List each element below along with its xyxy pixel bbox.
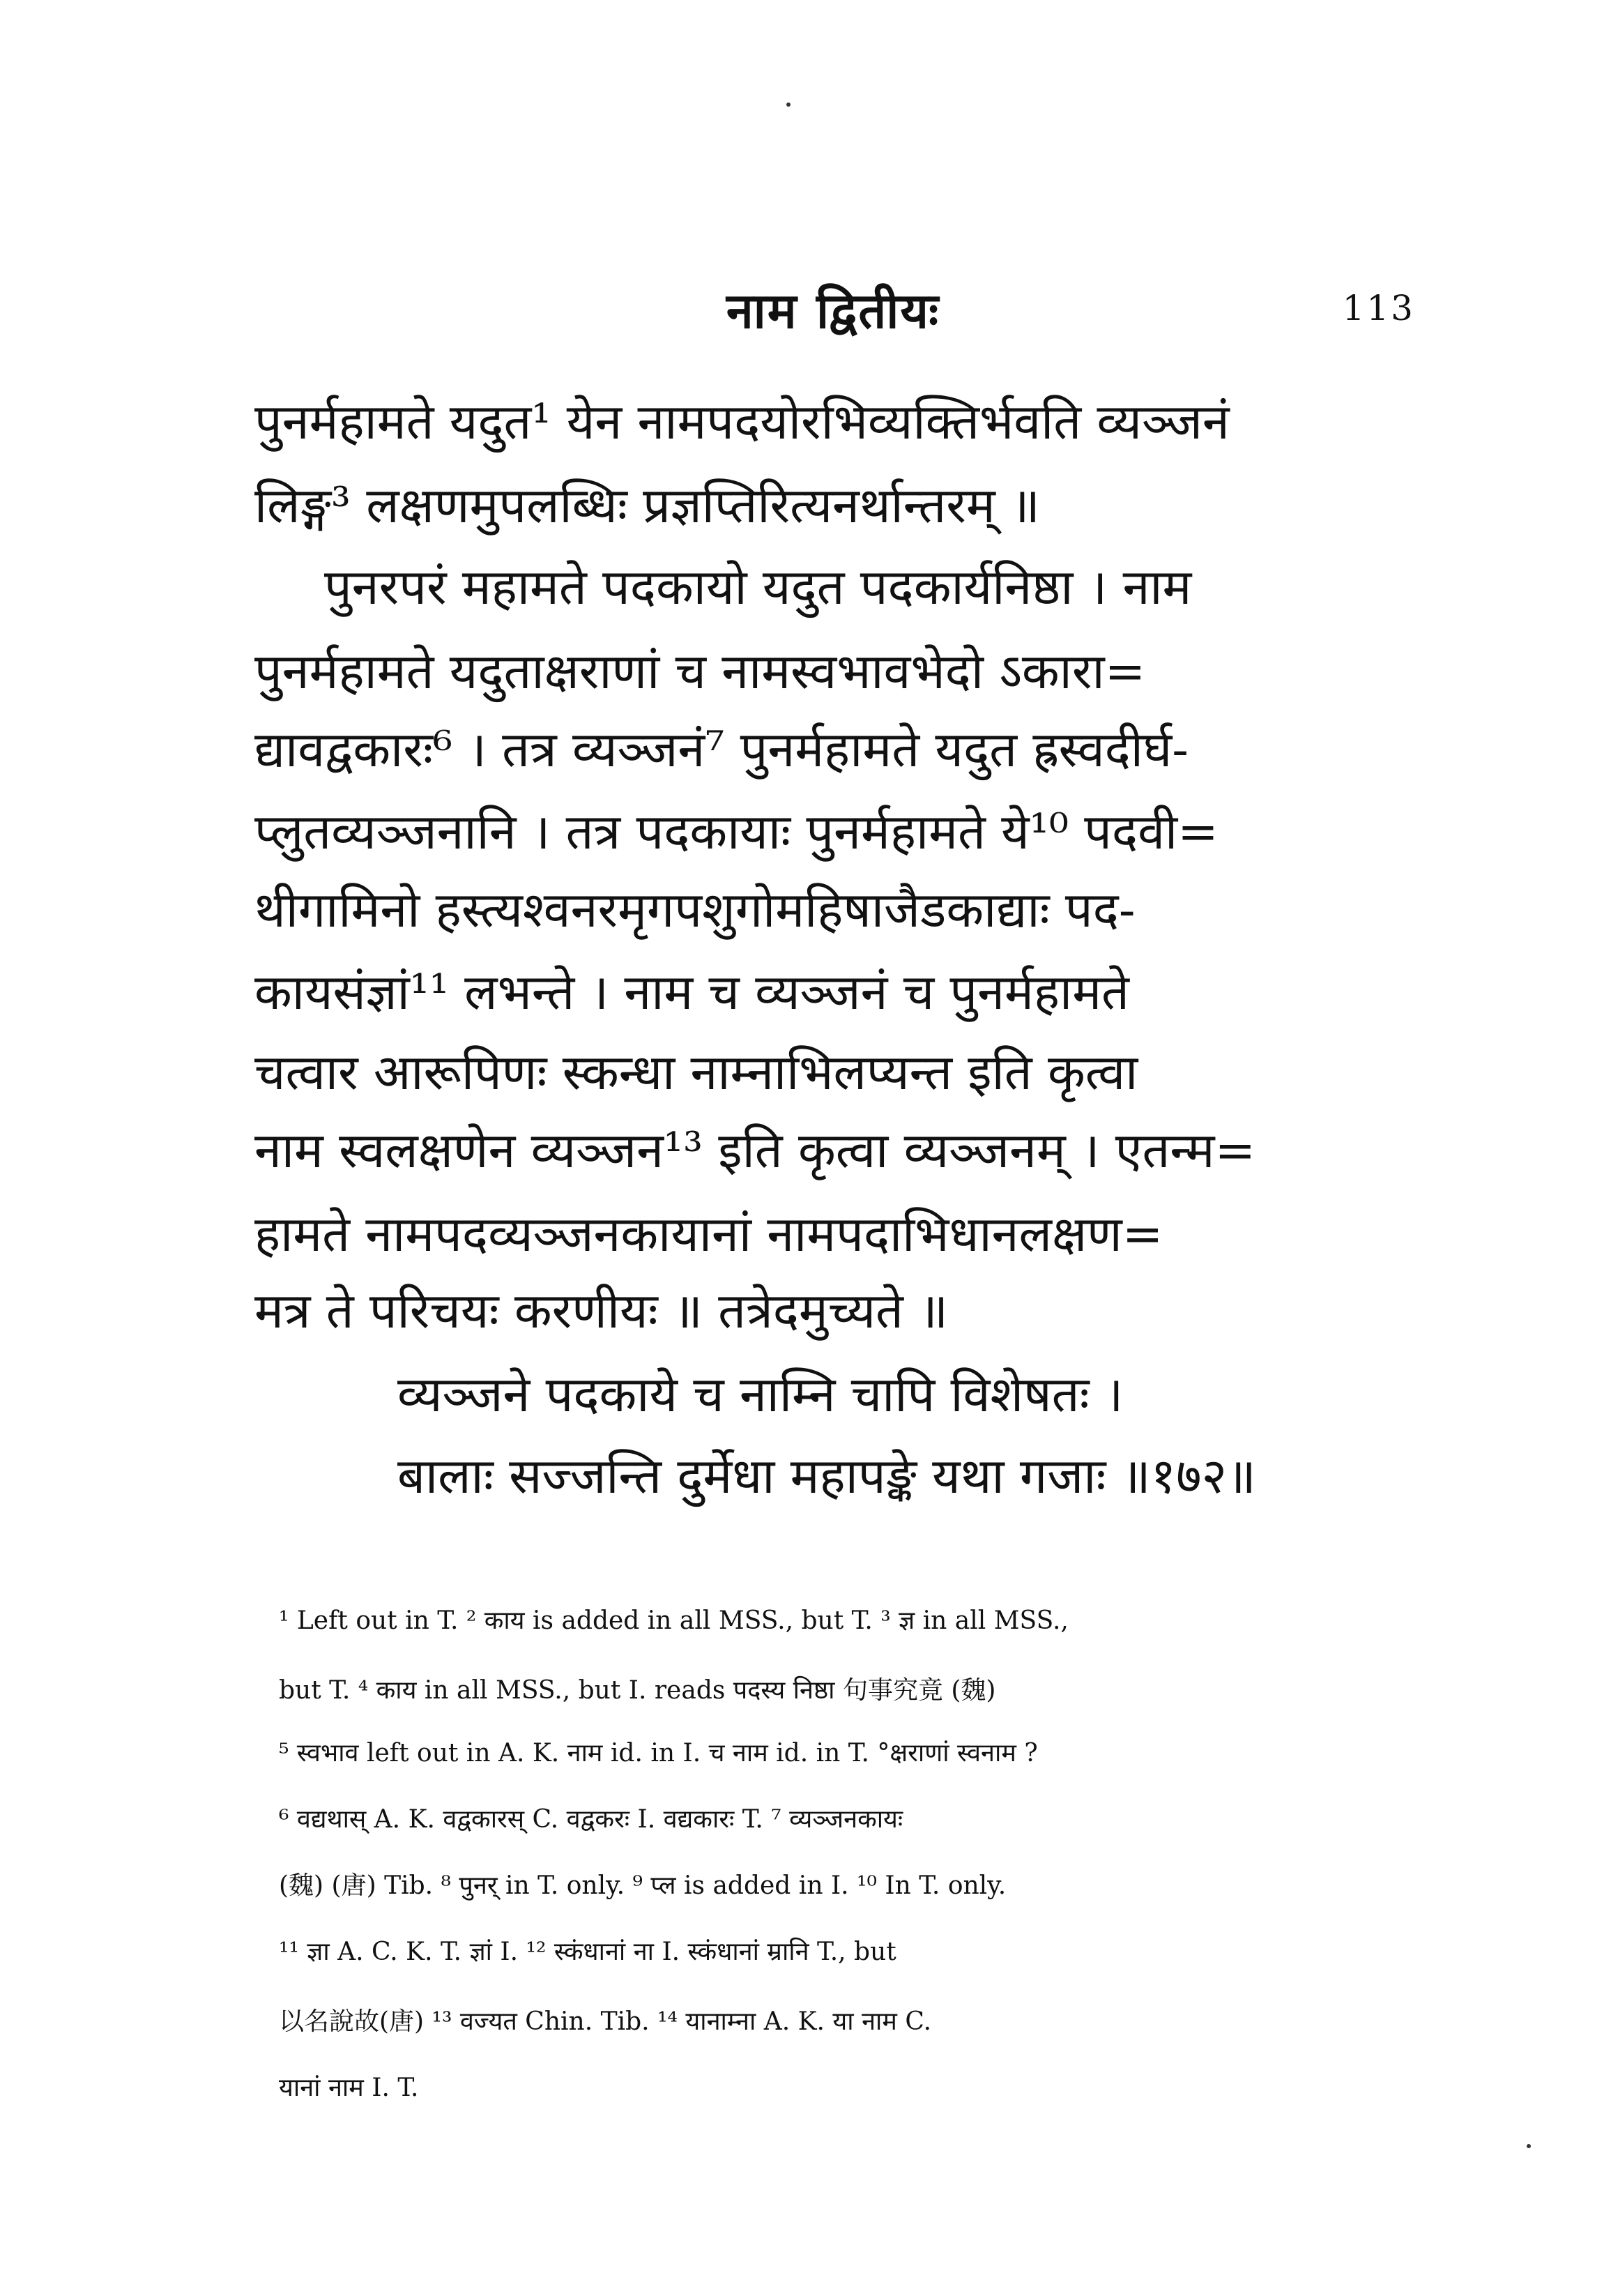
- ink-speck: [786, 102, 791, 107]
- footnote-line: ⁵ स्वभाव left out in A. K. नाम id. in I. च नाम id. in T. °क्षराणां स्वनाम ?: [279, 1739, 1038, 1767]
- text-line: पुनर्महामते यदुत¹ येन नामपदयोरभिव्यक्तिर्भवति व्यञ्जनं: [254, 393, 1230, 450]
- verse-line: बालाः सज्जन्ति दुर्मेधा महापङ्के यथा गजाः ॥१७२॥: [397, 1447, 1256, 1505]
- text-line: चत्वार आरूपिणः स्कन्धा नाम्नाभिलप्यन्त इति कृत्वा: [254, 1044, 1138, 1101]
- footnote-line: ¹ Left out in T. ² काय is added in all MSS., but T. ³ ज्ञ in all MSS.,: [279, 1606, 1069, 1635]
- text-line: थीगामिनो हस्त्यश्वनरमृगपशुगोमहिषाजैडकाद्याः पद-: [254, 881, 1136, 938]
- text-line: पुनर्महामते यदुताक्षराणां च नामस्वभावभेदो ऽकारा=: [254, 643, 1146, 700]
- text-line: लिङ्ग³ लक्षणमुपलब्धिः प्रज्ञप्तिरित्यनर्थान्तरम् ॥: [254, 477, 1040, 534]
- footnote-line: यानां नाम I. T.: [279, 2074, 419, 2102]
- text-line: कायसंज्ञां¹¹ लभन्ते । नाम च व्यञ्जनं च पुनर्महामते: [254, 964, 1129, 1021]
- text-line: पुनरपरं महामते पदकायो यदुत पदकार्यनिष्ठा । नाम: [324, 558, 1192, 616]
- footnote-line: (魏) (唐) Tib. ⁸ पुनर् in T. only. ⁹ प्ल is added in I. ¹⁰ In T. only.: [279, 1871, 1007, 1900]
- footnote-line: 以名說故(唐) ¹³ वज्यत Chin. Tib. ¹⁴ यानाम्ना A. K. या नाम C.: [279, 2007, 932, 2036]
- text-line: नाम स्वलक्षणेन व्यञ्जन¹³ इति कृत्वा व्यञ्जनम् । एतन्म=: [254, 1122, 1256, 1179]
- page-number: 113: [1342, 288, 1415, 328]
- text-line: द्यावद्वकारः⁶ । तत्र व्यञ्जनं⁷ पुनर्महामते यदुत ह्रस्वदीर्घ-: [254, 721, 1189, 778]
- verse-line: व्यञ्जने पदकाये च नाम्नि चापि विशेषतः ।: [397, 1366, 1124, 1423]
- text-line: प्लुतव्यञ्जनानि । तत्र पदकायाः पुनर्महामते ये¹⁰ पदवी=: [254, 803, 1219, 860]
- footnote-line: ⁶ वद्यथास् A. K. वद्वकारस् C. वद्वकरः I. वद्यकारः T. ⁷ व्यञ्जनकायः: [279, 1805, 903, 1834]
- chapter-title: नाम द्वितीयः: [726, 282, 940, 340]
- running-header: [251, 275, 1415, 352]
- footnote-line: but T. ⁴ काय in all MSS., but I. reads पदस्य निष्ठा 句事究竟 (魏): [279, 1676, 996, 1705]
- text-line: हामते नामपदव्यञ्जनकायानां नामपदाभिधानलक्षण=: [254, 1206, 1163, 1263]
- ink-speck: [1527, 2144, 1531, 2148]
- text-line: मत्र ते परिचयः करणीयः ॥ तत्रेदमुच्यते ॥: [254, 1282, 949, 1339]
- footnote-line: ¹¹ ज्ञा A. C. K. T. ज्ञां I. ¹² स्कंधानां ना I. स्कंधानां म्रानि T., but: [279, 1938, 896, 1966]
